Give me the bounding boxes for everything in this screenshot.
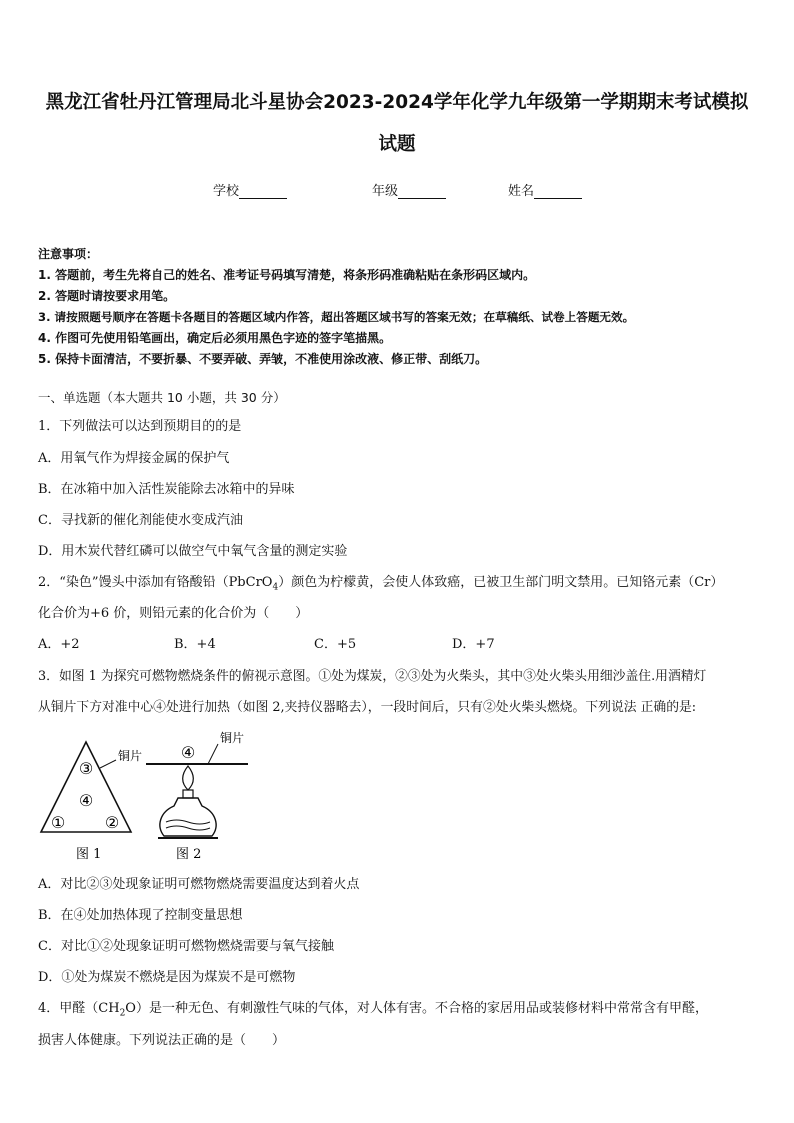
school-label: 学校 [213, 184, 240, 199]
q2-stem-part-a: 2．“染色”馒头中添加有铬酸铅（PbCrO [38, 575, 273, 590]
section-heading: 一、单选题（本大题共 10 小题，共 30 分） [38, 390, 286, 405]
copper-label-fig1: 铜片 [118, 749, 143, 763]
name-label: 姓名 [508, 184, 535, 199]
fig1-pointer-line [100, 760, 116, 768]
q4-stem-line1 [38, 997, 708, 1019]
q1-option-d: D．用木炭代替红磷可以做空气中氧气含量的测定实验 [38, 544, 348, 559]
school-field[interactable] [213, 180, 287, 199]
lamp-liquid [166, 820, 210, 824]
name-blank[interactable] [534, 184, 582, 199]
q2-stem-line1 [38, 571, 723, 593]
school-blank[interactable] [239, 184, 287, 199]
q3-option-b: B．在④处加热体现了控制变量思想 [38, 908, 243, 923]
grade-field[interactable] [372, 180, 446, 199]
note-item: 5. 保持卡面清洁，不要折暴、不要弄破、弄皱，不准使用涂改液、修正带、刮纸刀。 [38, 352, 488, 366]
q2-subscript: 4 [272, 582, 279, 593]
page-title [30, 82, 764, 166]
marker-2: ② [104, 813, 120, 832]
combustion-figures [36, 722, 266, 867]
q2-option-a: A．+2 [38, 637, 80, 652]
q3-stem-line1: 3．如图 1 为探究可燃物燃烧条件的俯视示意图。①处为煤炭，②③处为火柴头，其中③处火柴头用细沙盖住.用酒精灯 [38, 669, 707, 684]
lamp-liquid [166, 826, 210, 830]
copper-label-fig2: 铜片 [220, 731, 245, 745]
q2-option-c: C．+5 [314, 637, 357, 652]
q2-option-d: D．+7 [452, 637, 495, 652]
flame-icon [183, 766, 194, 790]
grade-label: 年级 [372, 184, 399, 199]
q2-option-b: B．+4 [174, 637, 216, 652]
q2-stem-line2: 化合价为+6 价，则铅元素的化合价为（ ） [38, 606, 309, 621]
note-item: 1. 答题前，考生先将自己的姓名、准考证号码填写清楚，将条形码准确粘贴在条形码区域内。 [38, 268, 536, 282]
lamp-wick [183, 790, 193, 798]
q4-stem-line2: 损害人体健康。下列说法正确的是（ ） [38, 1033, 286, 1048]
q2-stem-part-b: ）颜色为柠檬黄，会使人体致癌，已被卫生部门明文禁用。已知铬元素（Cr） [278, 575, 724, 590]
marker-3: ③ [78, 759, 94, 778]
marker-4-fig2: ④ [180, 743, 196, 762]
q1-option-b: B．在冰箱中加入活性炭能除去冰箱中的异味 [38, 482, 295, 497]
q1-stem: 1．下列做法可以达到预期目的的是 [38, 419, 242, 434]
fig2-caption: 图 2 [176, 847, 202, 862]
title-line-1: 黑龙江省牡丹江管理局北斗星协会2023-2024学年化学九年级第一学期期末考试模拟 [45, 92, 749, 113]
q3-option-c: C．对比①②处现象证明可燃物燃烧需要与氧气接触 [38, 939, 334, 954]
title-line-2: 试题 [378, 134, 416, 155]
q4-stem-part-a: 4．甲醛（CH [38, 1001, 120, 1016]
q3-option-d: D．①处为煤炭不燃烧是因为煤炭不是可燃物 [38, 970, 296, 985]
q3-option-a: A．对比②③处现象证明可燃物燃烧需要温度达到着火点 [38, 877, 360, 892]
note-item: 3. 请按照题号顺序在答题卡各题目的答题区域内作答，超出答题区域书写的答案无效；在草稿纸、试卷上答题无效。 [38, 310, 635, 324]
q1-option-a: A．用氧气作为焊接金属的保护气 [38, 451, 230, 466]
name-field[interactable] [508, 180, 582, 199]
q1-option-c: C．寻找新的催化剂能使水变成汽油 [38, 513, 243, 528]
marker-1: ① [50, 813, 66, 832]
marker-4-fig1: ④ [78, 791, 94, 810]
note-item: 2. 答题时请按要求用笔。 [38, 289, 176, 303]
fig1-caption: 图 1 [76, 847, 102, 862]
notes-block [38, 244, 768, 370]
q4-stem-part-b: O）是一种无色、有刺激性气味的气体，对人体有害。不合格的家居用品或装修材料中常常含有甲醛， [125, 1001, 708, 1016]
grade-blank[interactable] [398, 184, 446, 199]
note-item: 4. 作图可先使用铅笔画出，确定后必须用黑色字迹的签字笔描黑。 [38, 331, 392, 345]
q4-subscript: 2 [119, 1008, 126, 1019]
fig2-pointer-line [208, 744, 218, 764]
alcohol-lamp-icon [160, 798, 216, 836]
q3-stem-line2: 从铜片下方对准中心④处进行加热（如图 2,夹持仪器略去），一段时间后，只有②处火柴头燃烧。下列说法 正确的是: [38, 700, 697, 715]
notes-heading: 注意事项： [38, 247, 99, 261]
